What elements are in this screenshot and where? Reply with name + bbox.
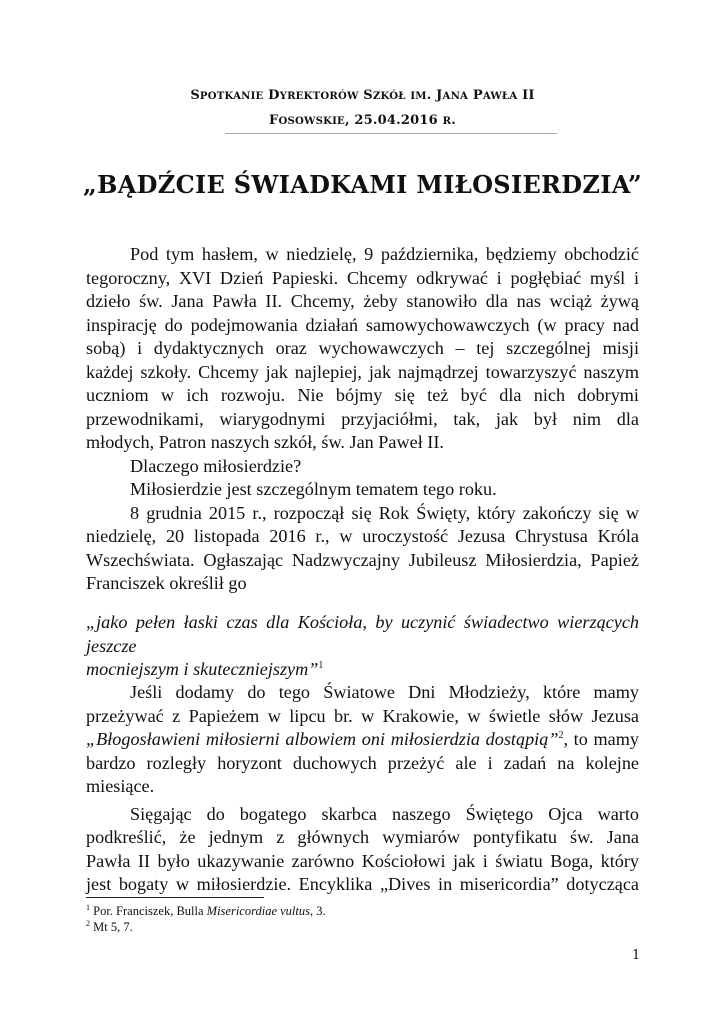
text-line: Wszechświata. Ogłaszając Nadzwyczajny Jubileusz Miłosierdzia, Papież <box>86 549 639 570</box>
footnote-2 <box>86 920 133 935</box>
quote-text: mocniejszym i skuteczniejszym” <box>86 659 319 679</box>
text-line: przeżywać z Papieżem w lipcu br. w Krakowie, w świetle słów Jezusa <box>86 705 639 726</box>
header-line-1: SPOTKANIE DYREKTORÓW SZKÓŁ IM. JANA PAWŁA II <box>190 88 535 103</box>
footnote-text-end: , 3. <box>310 904 326 918</box>
text-line: 8 grudnia 2015 r., rozpoczął się Rok Święty, który zakończy się w <box>130 502 639 523</box>
text-line: miesiące. <box>86 776 155 796</box>
header-line-2: FOSOWSKIE, 25.04.2016 R. <box>269 113 456 128</box>
text-line: przewodnikami, wiarygodnymi przyjaciółmi, tak, jak był nim dla <box>86 408 639 429</box>
text-line: inspirację do podejmowania działań samowychowawczych (w pracy nad <box>86 314 639 335</box>
text-line: każdej szkoły. Chcemy jak najlepiej, jak najmądrzej towarzyszyć naszym <box>86 361 639 382</box>
paragraph-3 <box>86 681 639 897</box>
text-line: podkreślić, że jednym z głównych wymiarów pontyfikatu św. Jana <box>86 827 639 847</box>
header-subtitle <box>0 113 725 128</box>
answer-line: Miłosierdzie jest szczególnym tematem tego roku. <box>130 479 497 499</box>
paragraph-1 <box>86 243 639 596</box>
text-line-with-quote <box>86 728 639 752</box>
text-line: młodych, Patron naszych szkół, św. Jan Paweł II. <box>86 432 444 452</box>
quotation <box>86 611 639 682</box>
page-number: 1 <box>632 948 641 963</box>
text-line: Franciszek określił go <box>86 573 247 593</box>
inline-quote: „Błogosławieni miłosierni albowiem oni miłosierdzia dostąpią” <box>86 729 559 749</box>
text-line: bardzo rozległy horyzont duchowych przeżyć ale i zadań na kolejne <box>86 752 639 773</box>
text-line: uczniom w ich rozwoju. Nie bójmy się też być dla nich dobrymi <box>86 385 639 405</box>
footnote-ref: 2 <box>558 729 564 741</box>
footnote-separator <box>86 897 264 898</box>
document-title: „BĄDŹCIE ŚWIADKAMI MIŁOSIERDZIA” <box>83 170 642 199</box>
quote-line-2 <box>86 658 639 682</box>
text-line: Pawła II było ukazywanie zarówno Kościołowi jak i światu Boga, który <box>86 850 639 871</box>
footnote-number: 2 <box>86 918 90 928</box>
text-line: Jeśli dodamy do tego Światowe Dni Młodzieży, które mamy <box>130 682 639 702</box>
text-line: jest bogaty w miłosierdzie. Encyklika „Dives in misericordia” dotycząca <box>86 874 639 894</box>
footnote-title: Misericordiae vultus <box>206 904 310 918</box>
header-title <box>0 88 725 103</box>
header-divider <box>225 133 557 134</box>
inline-text: , to mamy <box>563 729 639 749</box>
text-line: sobą) i dydaktycznych oraz wychowawczych – tej szczególnej misji <box>86 338 639 358</box>
text-line: tegoroczny, XVI Dzień Papieski. Chcemy odkrywać i pogłębiać myśl i <box>86 267 639 288</box>
footnote-ref: 1 <box>318 659 324 671</box>
text-line: dzieło św. Jana Pawła II. Chcemy, żeby stanowiło dla nas wciąż żywą <box>86 291 639 311</box>
footnote-text: Por. Franciszek, Bulla <box>93 904 207 918</box>
text-line: Sięgając do bogatego skarbca naszego Świętego Ojca warto <box>130 803 639 824</box>
text-line: niedzielę, 20 listopada 2016 r., w uroczystość Jezusa Chrystusa Króla <box>86 526 639 546</box>
footnote-1 <box>86 904 326 919</box>
quote-line: „jako pełen łaski czas dla Kościoła, by uczynić świadectwo wierzących jeszcze <box>86 612 639 656</box>
question-line: Dlaczego miłosierdzie? <box>130 455 302 476</box>
text-line: Pod tym hasłem, w niedzielę, 9 października, będziemy obchodzić <box>130 244 639 264</box>
footnote-text: Mt 5, 7. <box>93 920 133 934</box>
footnote-number: 1 <box>86 902 90 912</box>
